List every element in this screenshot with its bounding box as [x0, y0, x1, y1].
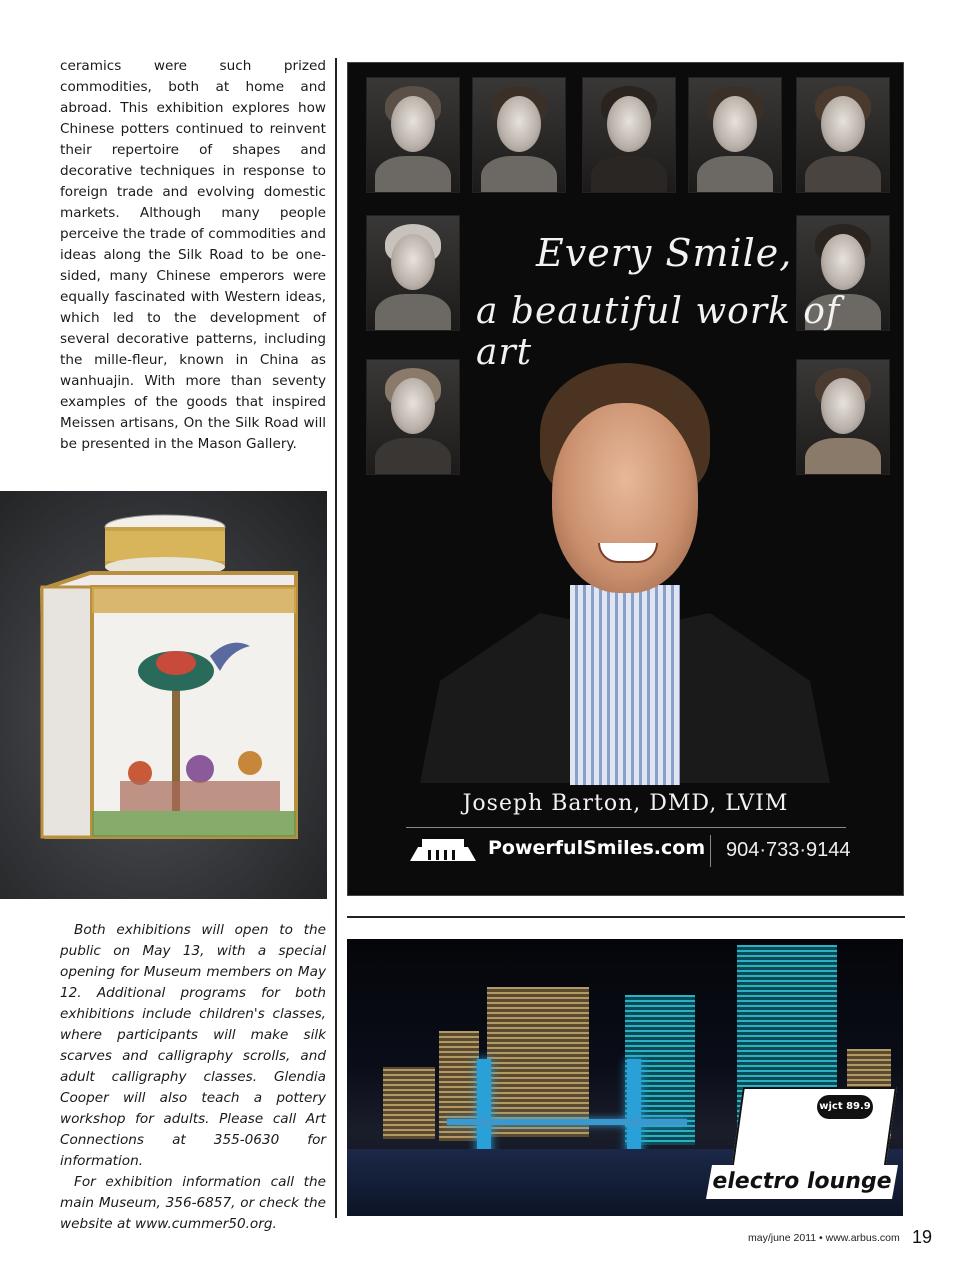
doctor-name: Joseph Barton, DMD, LVIM	[462, 791, 789, 816]
page-number: 19	[912, 1227, 933, 1247]
doctor-portrait	[420, 363, 830, 783]
portrait-4	[688, 77, 782, 193]
column-divider	[335, 58, 337, 1218]
article-paragraph-top: ceramics were such prized commodities, both at home and abroad. This exhibition explores how Chinese potters continued to reinvent their repertoire of shapes and decorative techniques in response to foreign trade and evolving domestic markets. Although many people perceive the trade of commodities and ideas along the Silk Road to be one-sided, many Chinese emperors were equally fascinated with Western ideas, which led to the development of several decorative patterns, including the mille-fleur, known in China as wanhuajin. With more than seventy examples of the goods that inspired Meissen artisans, On the Silk Road will be presented in the Mason Gallery.	[60, 58, 326, 452]
paragraph-contact: For exhibition information call the main Museum, 356-6857, or check the website at www.cummer50.org.	[60, 1174, 326, 1232]
electro-lounge-logo	[707, 1077, 897, 1205]
ad-headline-line2: a beautiful work of art	[476, 291, 841, 373]
paragraph-programs: Both exhibitions will open to the public on May 13, with a special opening for Museum members on May 12. Additional programs for both exhibitions include children's classes, where participants will make silk scarves and calligraphy scrolls, and adult calligraphy classes. Glendia Cooper will also teach a pottery workshop for adults. Please call Art Connections at 355-0630 for information.	[60, 922, 326, 1169]
building-logo-icon	[408, 835, 478, 863]
ceramic-tea-caddy-photo	[0, 491, 327, 899]
electro-lounge-wordmark: electro lounge	[706, 1165, 898, 1199]
ad-separator	[710, 835, 711, 867]
portrait-5	[796, 77, 890, 193]
ad-website[interactable]: PowerfulSmiles.com	[488, 837, 706, 859]
dental-advertisement	[347, 62, 904, 896]
ad-inner-divider	[406, 827, 846, 828]
portrait-1	[366, 77, 460, 193]
station-badge: wjct 89.9	[817, 1095, 873, 1119]
page-footer: may/june 2011 • www.arbus.com	[748, 1232, 900, 1244]
ad-phone: 904·733·9144	[726, 839, 851, 861]
article-paragraph-bottom	[60, 920, 326, 1235]
piano-icon	[731, 1087, 897, 1171]
portrait-6	[366, 215, 460, 331]
portrait-2	[472, 77, 566, 193]
ad-headline-line1: Every Smile,	[536, 231, 793, 275]
city-skyline-advertisement	[347, 939, 903, 1216]
ad-divider-rule	[347, 916, 905, 918]
portrait-3	[582, 77, 676, 193]
